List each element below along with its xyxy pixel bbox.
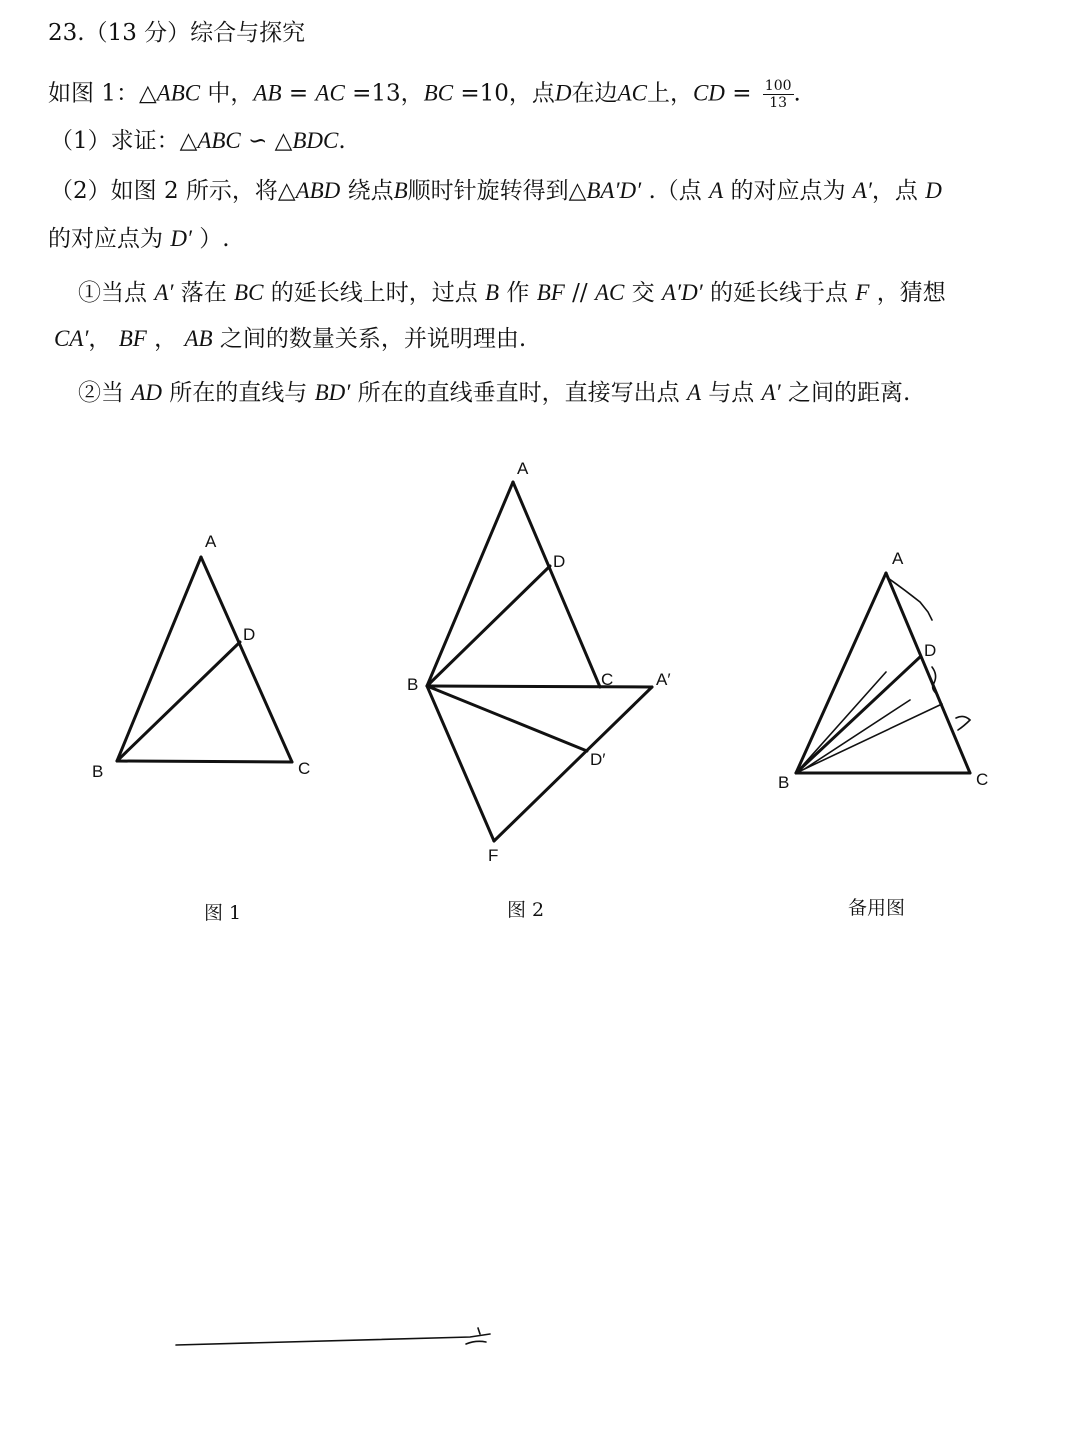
figure-3 bbox=[778, 549, 988, 919]
fig2-segment-bd bbox=[427, 566, 550, 686]
question-2-line-1: （2）如图 2 所示，将△ABD 绕点B顺时针旋转得到△BA′D′ .（点 A 的对应点为 A′，点 D bbox=[50, 178, 942, 204]
fig3-label-c: C bbox=[976, 770, 989, 789]
figure-1 bbox=[92, 532, 310, 924]
fig2-label-c: C bbox=[601, 670, 614, 689]
fig2-label-a-prime: A′ bbox=[656, 670, 671, 689]
fig3-sketch-line-1 bbox=[796, 704, 942, 773]
fig2-label-a: A bbox=[517, 459, 529, 478]
fig1-segment-ac bbox=[201, 557, 292, 762]
subquestion-2: ②当 AD 所在的直线与 BD′ 所在的直线垂直时，直接写出点 A 与点 A′ 之间的距离. bbox=[78, 380, 911, 406]
fig2-segment-a2f bbox=[494, 687, 652, 841]
fig1-segment-ab bbox=[117, 557, 201, 761]
fig3-label-b: B bbox=[778, 773, 790, 792]
fig3-label-a: A bbox=[892, 549, 904, 568]
problem-header: 23.（13 分）综合与探究 bbox=[48, 20, 306, 46]
fig3-sketch-mark-2 bbox=[956, 716, 970, 730]
fig2-label-f: F bbox=[488, 846, 499, 865]
fig3-caption: 备用图 bbox=[848, 897, 906, 919]
fig1-caption: 图 1 bbox=[204, 902, 242, 924]
fig3-sketch-line-3 bbox=[806, 700, 910, 768]
fig1-label-c: C bbox=[298, 759, 311, 778]
fig2-caption: 图 2 bbox=[507, 899, 545, 921]
fig1-segment-bd bbox=[117, 642, 240, 761]
fig2-segment-ac bbox=[513, 482, 600, 687]
fig1-label-d: D bbox=[243, 625, 256, 644]
subquestion-1-line-1: ①当点 A′ 落在 BC 的延长线上时，过点 B 作 BF // AC 交 A′D′ 的延长线于点 F ，猜想 bbox=[78, 280, 946, 306]
fig3-sketch-line-2 bbox=[796, 672, 886, 773]
subquestion-1-line-2: CA′， BF ， AB 之间的数量关系，并说明理由. bbox=[54, 326, 527, 352]
question-1: （1）求证：△ABC ∽ △BDC. bbox=[50, 128, 346, 154]
pen-stroke-line bbox=[176, 1334, 490, 1345]
fig3-label-d: D bbox=[924, 641, 937, 660]
figure-2 bbox=[407, 459, 671, 921]
fig3-sketch-arc bbox=[888, 578, 932, 620]
fig2-label-d: D bbox=[553, 552, 566, 571]
problem-intro: 如图 1：△ABC 中，AB = AC =13，BC =10，点D在边AC上，CD = $\frac{100}{13}$ . bbox=[48, 78, 801, 111]
fig2-segment-ba2 bbox=[427, 686, 652, 687]
fig2-segment-ab bbox=[427, 482, 513, 686]
question-2-line-2: 的对应点为 D′ ）. bbox=[48, 226, 230, 252]
fig2-label-b: B bbox=[407, 675, 419, 694]
fig2-label-d-prime: D′ bbox=[590, 750, 606, 769]
fig1-segment-bc bbox=[117, 761, 292, 762]
fraction: $\frac{100}{13}$ bbox=[764, 78, 792, 111]
fig1-label-b: B bbox=[92, 762, 104, 781]
fig1-label-a: A bbox=[205, 532, 217, 551]
fig3-segment-ab bbox=[796, 573, 886, 773]
pen-stroke bbox=[176, 1328, 490, 1345]
fig3-segment-bd bbox=[796, 657, 920, 773]
fig3-segment-ac bbox=[886, 573, 970, 773]
